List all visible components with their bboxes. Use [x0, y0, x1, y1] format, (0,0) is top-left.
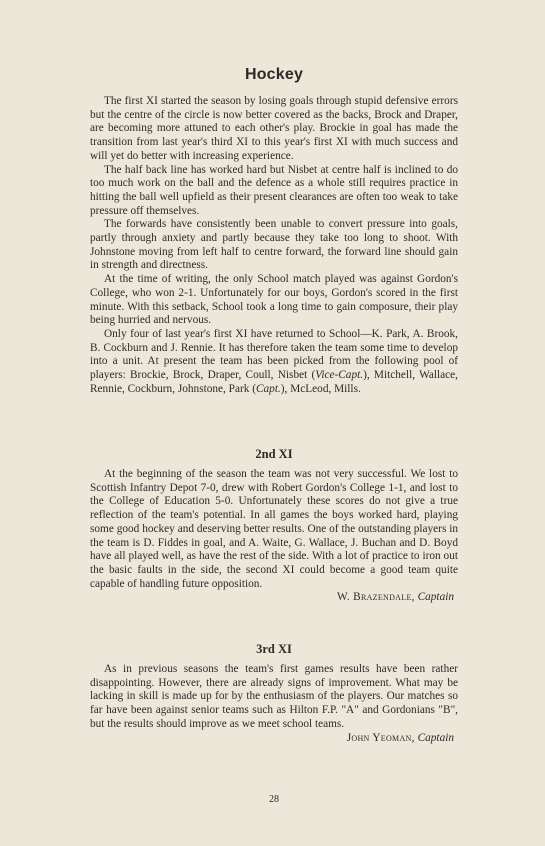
third-xi-signature [90, 732, 454, 746]
first-xi-paragraph-3: The forwards have consistently been unable to convert pressure into goals, partly through anxiety and partly because they take too long to shoot. With Johnstone moving from left half to centre forward, the forward line should gain in strength and directness. [90, 218, 458, 272]
first-xi-p5-text-c: ), McLeod, Mills. [280, 382, 361, 395]
second-xi-signature-role: Captain [417, 591, 454, 604]
captain-label: Capt. [255, 382, 281, 395]
first-xi-p5-text-b: ), Mitchell, Wallace, Rennie, Cockburn, Johnstone, Park ( [90, 369, 458, 395]
first-xi-paragraph-2: The half back line has worked hard but Nisbet at centre half is inclined to do too much work on the ball and the defence as a whole still requires practice in hitting the ball well upfield as their present clearances are often too weak to take pressure off themselves. [90, 163, 458, 217]
first-xi-paragraph-4: At the time of writing, the only School match played was against Gordon's College, who won 2-1. Unfortunately for our boys, Gordon's scored in the first minute. With this setback, School took a long time to gain composure, their play being hurried and nervous. [90, 273, 458, 327]
vice-captain-label: Vice-Capt. [315, 369, 364, 382]
first-xi-paragraph-1: The first XI started the season by losing goals through stupid defensive errors but the centre of the circle is now better covered as the backs, Brock and Draper, are becoming more attuned to each other's play. Brockie in goal has made the transition from last year's third XI to this year's first XI with much success and will yet do better with increasing experience. [90, 95, 458, 162]
second-xi-paragraph: At the beginning of the season the team was not very successful. We lost to Scottish Infantry Depot 7-0, drew with Robert Gordon's College 1-1, and lost to the College of Education 5-0. Unfortunately these scores do not give a true reflection of the team's potential. In all games the boys worked hard, playing some good hockey and deserving better results. One of the outstanding players in the team is D. Fiddes in goal, and A. Waite, G. Wallace, J. Buchan and D. Boyd have all played well, as have the rest of the side. With a lot of practice to iron out the basic faults in the side, the second XI could become a good team quite capable of handling future opposition. [90, 468, 458, 590]
second-xi-signature [90, 591, 454, 605]
first-xi-paragraph-5 [90, 328, 458, 397]
second-xi-section [90, 468, 458, 605]
third-xi-heading: 3rd XI [256, 642, 292, 656]
page-number: 28 [269, 794, 279, 805]
third-xi-signature-name: John Yeoman, [346, 731, 415, 744]
second-xi-signature-name: W. Brazendale, [336, 591, 415, 604]
first-xi-section [90, 95, 458, 396]
third-xi-signature-role: Captain [417, 731, 454, 744]
first-xi-p5-text-a: Only four of last year's first XI have returned to School—K. Park, A. Brook, B. Cockburn and J. Rennie. It has therefore taken the team some time to develop into a unit. At present the team has been picked from the following pool of players: Brockie, Brock, Draper, Coull, Nisbet ( [90, 327, 458, 382]
third-xi-paragraph: As in previous seasons the team's first games results have been rather disappointing. However, there are already signs of improvement. What may be lacking in skill is made up for by the enthusiasm of the players. Our matches so far have been against senior teams such as Hilton F.P. "A" and Gordonians "B", but the results should improve as we meet school teams. [90, 663, 458, 730]
page-title: Hockey [244, 66, 304, 83]
third-xi-section [90, 663, 458, 745]
second-xi-heading: 2nd XI [255, 447, 293, 461]
